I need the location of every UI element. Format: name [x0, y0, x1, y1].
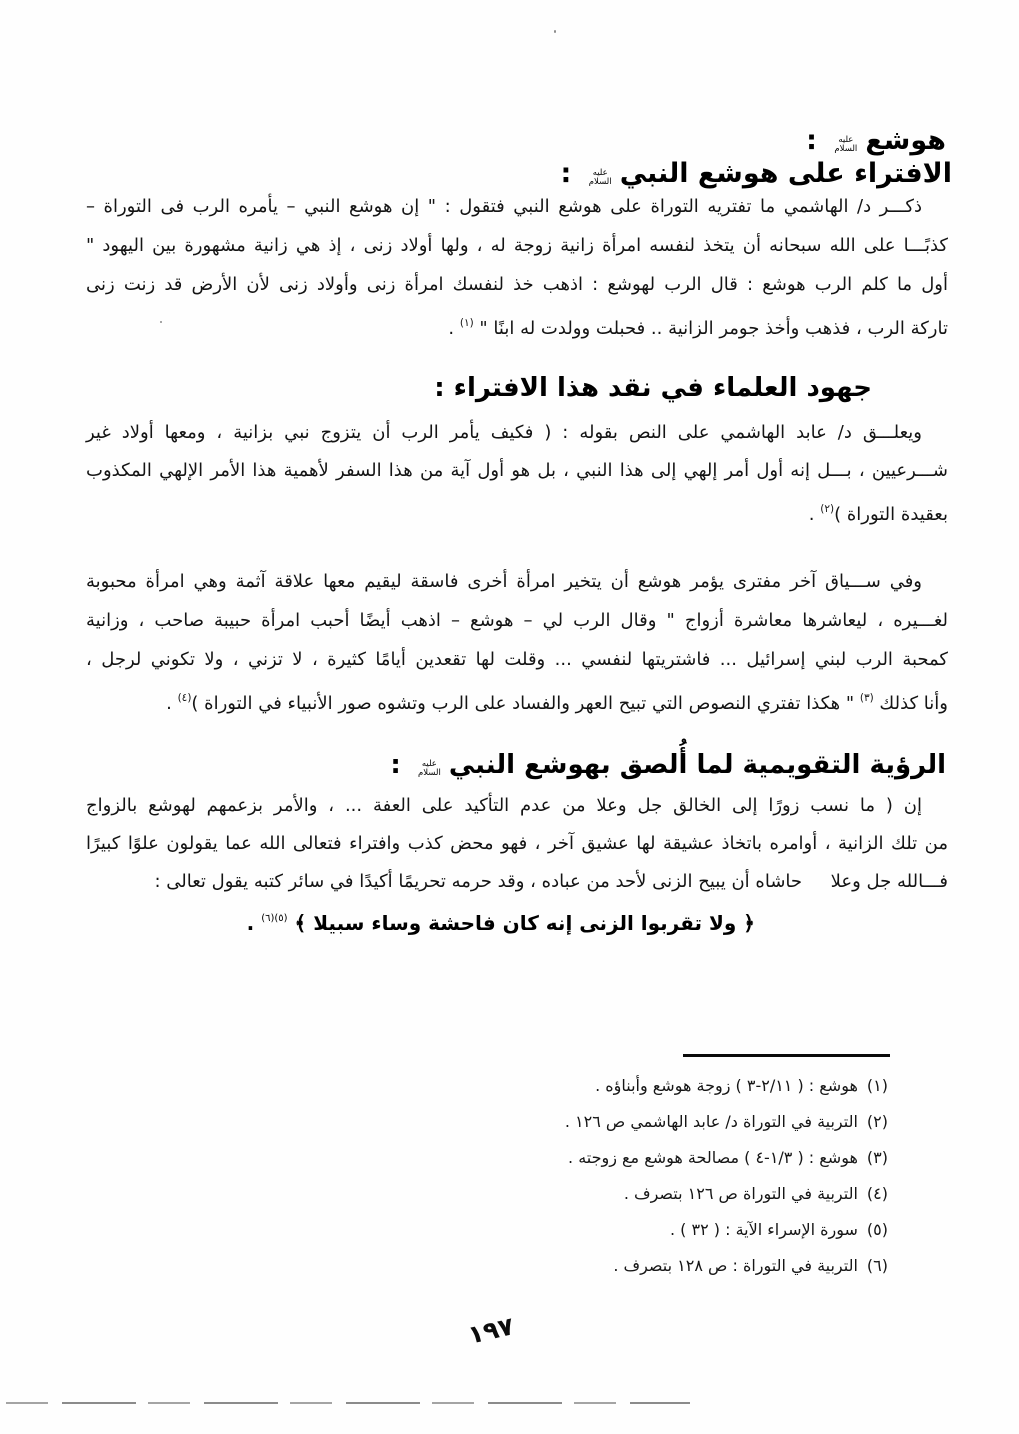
footnote [565, 1140, 888, 1176]
paragraph-torah-claim [86, 187, 948, 348]
page-subtitle: الافتراء على هوشع النبيعليه السلام : [560, 158, 952, 189]
footnote-separator [683, 1054, 890, 1057]
footnote-number: (٥) [866, 1220, 888, 1239]
footnote-text: التربية في التوراة د/ عابد الهاشمي ص ١٢٦ . [564, 1112, 858, 1131]
footnote-number: (٣) [866, 1148, 888, 1167]
alayhis-salam-calligraphic-mark: عليه السلام [417, 759, 441, 778]
page-title: هوشععليه السلام : [806, 125, 946, 156]
text-line: تاركة الرب ، فذهب وأخذ جومر الزانية .. فحبلت وولدت له ابنًا " $^{(١)}$ . [448, 317, 948, 339]
footnote-text: التربية في التوراة ص ١٢٦ بتصرف . [623, 1184, 858, 1203]
alayhis-salam-calligraphic-mark: عليه السلام [588, 168, 612, 187]
quran-verse-isra-32: ﴿ ولا تقربوا الزنى إنه كان فاحشة وساء سبيلا ﴾ $^{(٥)(٦)}$ . [246, 911, 755, 935]
scan-artifact-line [6, 1402, 690, 1404]
text-line: بعقيدة التوراة )$^{(٢)}$ . [808, 503, 948, 525]
text-line: لغـــيره ، ليعاشرها معاشرة أزواج " وقال الرب لي – هوشع – اذهب أيضًا أحبب امرأة حبيبة صاحب ، وزانية [86, 610, 948, 631]
footnote-text: سورة الإسراء الآية : ( ٣٢ ) . [670, 1220, 858, 1239]
page-number: ١٩٧ [465, 1311, 517, 1350]
paragraph-second-fabrication [86, 562, 948, 723]
text-line: وفي ســـياق آخر مفترى يؤمر هوشع أن يتخير امرأة أخرى فاسقة ليقيم معها علاقة آثمة وهي امرأة محبوبة [86, 571, 922, 592]
text-line: أول ما كلم الرب هوشع : قال الرب لهوشع : اذهب خذ لنفسك امرأة زنى وأولاد زنى لأن الأرض قد زنت زنى [86, 274, 948, 295]
footnotes-block [565, 1068, 888, 1284]
footnote-number: (٦) [866, 1256, 888, 1275]
scan-speck [160, 321, 162, 323]
text-line: من تلك الزانية ، أوامره باتخاذ عشيقة لها عشيق آخر ، فهو محض كذب وافتراء فتعالى الله عما يقولون علوًا كبيرًا [86, 833, 948, 854]
text-line: شـــرعيين ، بـــل إنه أول أمر إلهي إلى هذا النبي ، بل هو أول آية من هذا السفر لأهمية هذا الأمر الإلهي المكذوب [86, 460, 948, 481]
footnote-text: هوشع : ( ٢/١١-٣ ) زوجة هوشع وأبناؤه . [595, 1076, 858, 1095]
paragraph-evaluation [86, 787, 948, 901]
text-line: ويعلـــق د/ عابد الهاشمي على النص بقوله : ( فكيف يأمر الرب أن يتزوج نبي بزانية ، ومعها أولاد غير [86, 422, 922, 443]
footnote [565, 1176, 888, 1212]
footnote-number: (١) [866, 1076, 888, 1095]
text-line: إن ( ما نسب زورًا إلى الخالق جل وعلا من عدم التأكيد على العفة ... ، والأمر بزعمهم لهوشع بالزواج [86, 795, 922, 816]
text-line: فـــالله جل وعلا حاشاه أن يبيح الزنى لأحد من عباده ، وقد حرمه تحريمًا أكيدًا في سائر كتبه يقول تعالى : [154, 871, 948, 892]
paragraph-hashimi-comment [86, 414, 948, 534]
alayhis-salam-calligraphic-mark: عليه السلام [834, 135, 858, 154]
text-line: كمحبة الرب لبني إسرائيل ... فاشتريتها لنفسي ... وقلت لها تقعدين أيامًا كثيرة ، لا تزني ، ولا تكوني لرجل ، [86, 649, 948, 670]
footnote-text: هوشع : ( ١/٣-٤ ) مصالحة هوشع مع زوجته . [568, 1148, 858, 1167]
footnote-text: التربية في التوراة : ص ١٢٨ بتصرف . [613, 1256, 858, 1275]
footnote-number: (٢) [866, 1112, 888, 1131]
section-heading-scholars-critique: جهود العلماء في نقد هذا الافتراء : [434, 373, 872, 403]
section-heading-evaluation: الرؤية التقويمية لما أُلصق بهوشع النبيعليه السلام : [390, 750, 946, 780]
footnote [565, 1212, 888, 1248]
footnote-number: (٤) [866, 1184, 888, 1203]
text-line: كذبًـــا على الله سبحانه أن يتخذ لنفسه امرأة زانية زوجة له ، ولها أولاد زنى ، إذ هي زانية مشهورة بين اليهود " [86, 235, 948, 256]
footnote [565, 1248, 888, 1284]
text-line: وأنا كذلك $^{(٣)}$ " هكذا تفتري النصوص التي تبيح العهر والفساد على الرب وتشوه صور الأنبياء في التوراة )$^{(٤)}$ . [166, 692, 948, 714]
footnote [565, 1104, 888, 1140]
scan-speck [554, 30, 556, 33]
text-line: ذكـــر د/ الهاشمي ما تفتريه التوراة على هوشع النبي فتقول : " إن هوشع النبي – يأمره الرب فى التوراة – [86, 196, 922, 217]
footnote [565, 1068, 888, 1104]
